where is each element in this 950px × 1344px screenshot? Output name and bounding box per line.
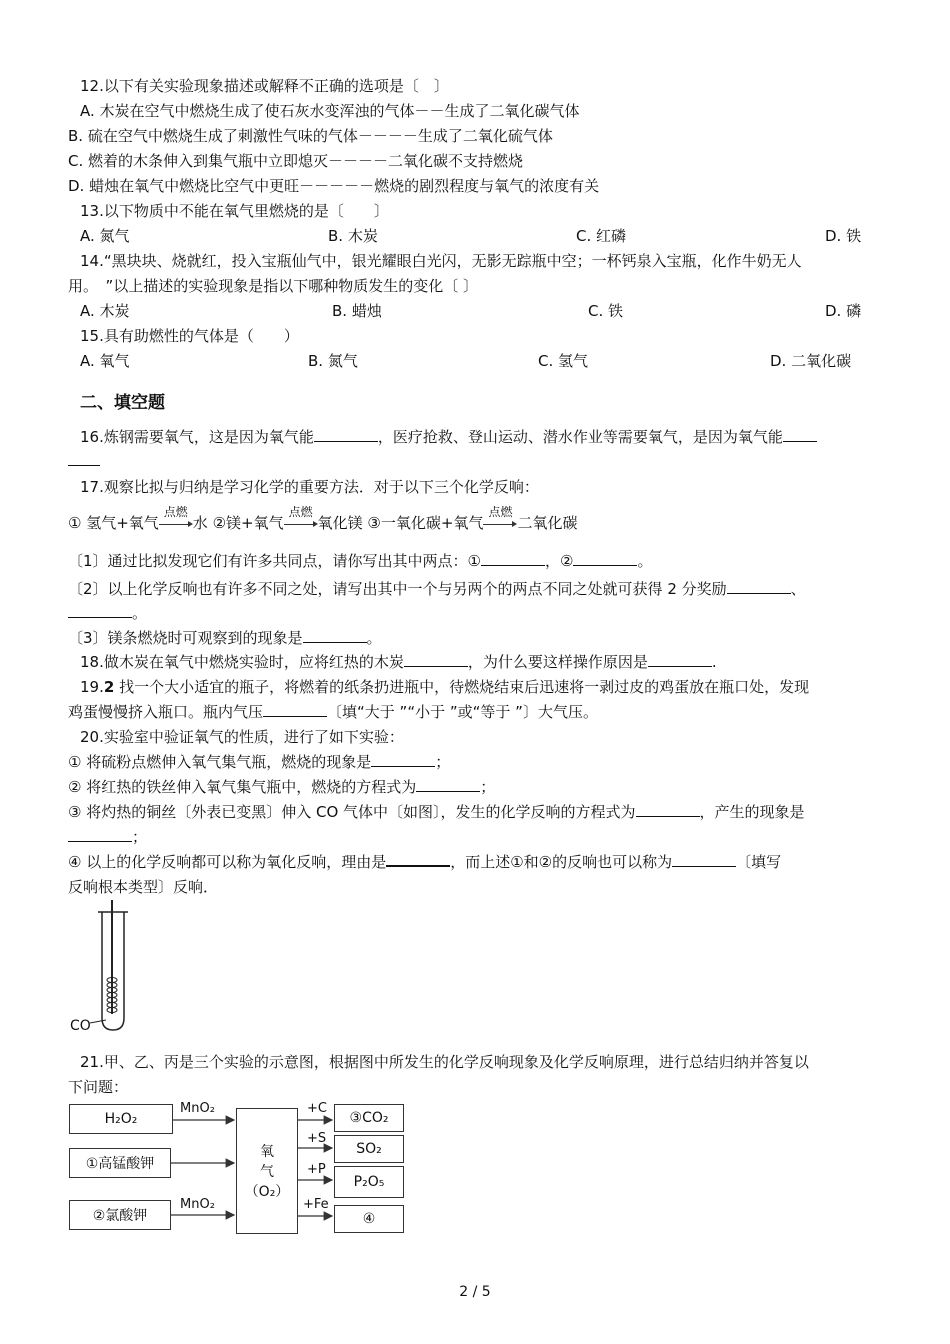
q17-blank-5[interactable]: [303, 628, 367, 643]
kclo3-box: ②氯酸钾: [69, 1200, 171, 1230]
q21-line1: 21.甲、乙、丙是三个实验的示意图，根据图中所发生的化学反响现象及化学反响原理，进行总结归纳并答复以: [80, 1053, 809, 1071]
plus-s-label: +S: [307, 1131, 327, 1146]
oxygen-char-2: 气: [260, 1164, 274, 1180]
q20-item3-text-2: ，产生的现象是: [699, 803, 805, 821]
reaction-arrow-3: [483, 504, 517, 531]
q17-sub2: [68, 578, 806, 600]
q19-blank[interactable]: [263, 702, 327, 717]
plus-fe-label: +Fe: [303, 1197, 329, 1212]
q17-sub2-sep: 、: [790, 580, 806, 598]
q19-line2: [68, 701, 598, 723]
q12-option-a: A. 木炭在空气中燃烧生成了使石灰水变浑浊的气体－－生成了二氧化碳气体: [80, 102, 580, 120]
co-label: CO: [70, 1018, 91, 1034]
q16-text-1: 16.炼钢需要氧气，这是因为氧气能: [80, 428, 314, 446]
q19-bold: 2: [103, 678, 115, 696]
q17-sub1: [68, 550, 652, 572]
q14-option-c: C. 铁: [588, 302, 624, 320]
q14-line1: 14.“黑块块、烧就红，投入宝瓶仙气中，银光耀眼白光闪，无影无踪瓶中空；一杯钙泉入宝瓶，化作牛奶无人: [80, 252, 802, 270]
q17-blank-1[interactable]: [481, 551, 545, 566]
q16-blank-1[interactable]: [314, 427, 378, 442]
q20-blank-6[interactable]: [672, 852, 736, 867]
q15-option-c: C. 氢气: [538, 352, 589, 370]
oxygen-box: [236, 1108, 298, 1234]
q20-item1: [68, 751, 450, 773]
q18-text-3: .: [711, 653, 717, 671]
q17-eq3-right: 二氧化碳: [517, 514, 578, 532]
q17-blank-4[interactable]: [68, 603, 132, 618]
q12-option-d: D. 蜡烛在氧气中燃烧比空气中更旺－－－－－燃烧的剧烈程度与氧气的浓度有关: [68, 177, 600, 195]
q12-option-b: B. 硫在空气中燃烧生成了刺激性气味的气体－－－－生成了二氧化硫气体: [68, 127, 553, 145]
q13-option-d: D. 铁: [825, 227, 862, 245]
q13-option-a: A. 氮气: [80, 227, 130, 245]
q16-text-2: ，医疗抢救、登山运动、潜水作业等需要氧气，是因为氧气能: [377, 428, 783, 446]
q20-item4-text-3: 〔填写: [736, 853, 782, 871]
q15-option-d: D. 二氧化碳: [770, 352, 852, 370]
q17-blank-2[interactable]: [573, 551, 637, 566]
q20-item4-text-2: ，而上述①和②的反响也可以称为: [450, 853, 673, 871]
q18-blank-2[interactable]: [648, 652, 712, 667]
q17-sub3: [68, 627, 382, 649]
q12-stem: 12.以下有关实验现象描述或解释不正确的选项是〔 〕: [80, 77, 449, 95]
mno2-label-2: MnO₂: [180, 1197, 215, 1212]
q15-option-a: A. 氧气: [80, 352, 130, 370]
q18-blank-1[interactable]: [404, 652, 468, 667]
q19-line1: [80, 676, 809, 698]
q16-line: [80, 426, 817, 448]
condition-label: 点燃: [488, 504, 513, 519]
so2-box: SO₂: [334, 1135, 404, 1163]
plus-c-label: +C: [307, 1101, 327, 1116]
q14-option-a: A. 木炭: [80, 302, 130, 320]
h2o2-box: H₂O₂: [69, 1104, 173, 1134]
q20-item3: [68, 801, 805, 823]
q17-sub3-text: 〔3〕镁条燃烧时可观察到的现象是: [68, 629, 303, 647]
q17-eq1-right: 水: [192, 514, 208, 532]
page-number: 2 / 5: [459, 1284, 491, 1300]
q20-item3-text: ③ 将灼热的铜丝〔外表已变黑〕伸入 CO 气体中〔如图〕，发生的化学反响的方程式为: [68, 803, 636, 821]
q12-option-c: C. 燃着的木条伸入到集气瓶中立即熄灭－－－－二氧化碳不支持燃烧: [68, 152, 524, 170]
q17-sub1-sep: ，②: [545, 552, 574, 570]
q20-item2: [68, 776, 495, 798]
q20-item3-end: ；: [132, 828, 148, 846]
q19-number: 19.: [80, 678, 104, 696]
q20-item4-text: ④ 以上的化学反响都可以称为氧化反响，理由是: [68, 853, 387, 871]
oxygen-formula: （O₂）: [244, 1184, 290, 1200]
q17-eq1-left: ① 氢气+氧气: [68, 514, 159, 532]
q20-item3-cont: [68, 826, 147, 848]
q20-stem: 20.实验室中验证氧气的性质，进行了如下实验：: [80, 728, 404, 746]
q20-blank-4[interactable]: [68, 827, 132, 842]
q13-option-b: B. 木炭: [328, 227, 378, 245]
q20-item4: [68, 851, 781, 873]
q17-sub3-end: 。: [366, 629, 382, 647]
q13-option-c: C. 红磷: [576, 227, 627, 245]
q17-eq2-left: ②镁+氧气: [212, 514, 284, 532]
reaction-arrow-1: [159, 504, 193, 531]
q16-blank-2b[interactable]: [68, 451, 100, 466]
section-heading: 二、填空题: [80, 393, 165, 413]
q17-sub2-cont: [68, 602, 147, 624]
q20-item4-cont: 反响根本类型〕反响．: [68, 878, 219, 896]
q17-sub1-text: 〔1〕通过比拟发现它们有许多共同点，请你写出其中两点：①: [68, 552, 481, 570]
q16-blank-2a[interactable]: [783, 427, 817, 442]
q20-item2-text: ② 将红热的铁丝伸入氧气集气瓶中，燃烧的方程式为: [68, 778, 417, 796]
q21-line2: 下问题：: [68, 1078, 129, 1096]
q15-stem: 15.具有助燃性的气体是（ ）: [80, 327, 299, 345]
q17-eq3-left: ③一氧化碳+氧气: [367, 514, 484, 532]
condition-label: 点燃: [288, 504, 313, 519]
q13-stem: 13.以下物质中不能在氧气里燃烧的是〔 〕: [80, 202, 389, 220]
q18-text-1: 18.做木炭在氧气中燃烧实验时，应将红热的木炭: [80, 653, 404, 671]
q20-blank-2[interactable]: [416, 777, 480, 792]
q14-option-b: B. 蜡烛: [332, 302, 382, 320]
q17-blank-3[interactable]: [727, 579, 791, 594]
kmno4-box: ①高锰酸钾: [69, 1148, 171, 1178]
oxygen-char-1: 氧: [260, 1144, 274, 1160]
q19-text-3: 〔填“大于 ”“小于 ”或“等于 ”〕大气压。: [327, 703, 598, 721]
q18-line: [80, 651, 717, 673]
q19-text-2: 鸡蛋慢慢挤入瓶口。瓶内气压: [68, 703, 264, 721]
reaction-arrow-2: [284, 504, 318, 531]
plus-p-label: +P: [307, 1162, 326, 1177]
q17-stem: 17.观察比拟与归纳是学习化学的重要方法．对于以下三个化学反响：: [80, 478, 539, 496]
q17-sub2-text: 〔2〕以上化学反响也有许多不同之处，请写出其中一个与另两个的两点不同之处就可获得 2 分奖励: [68, 580, 727, 598]
q17-sub2-end: 。: [132, 604, 148, 622]
q15-option-b: B. 氮气: [308, 352, 358, 370]
q19-text-1: 找一个大小适宜的瓶子，将燃着的纸条扔进瓶中，待燃烧结束后迅速将一剥过皮的鸡蛋放在瓶口处，发现: [114, 678, 810, 696]
q20-item2-end: ；: [480, 778, 496, 796]
q17-sub1-end: 。: [637, 552, 653, 570]
q20-item1-end: ；: [435, 753, 451, 771]
condition-label: 点燃: [163, 504, 188, 519]
q20-blank-3[interactable]: [636, 802, 700, 817]
mno2-label-1: MnO₂: [180, 1101, 215, 1116]
product-4-box: ④: [334, 1205, 404, 1233]
q17-eq2-right: 氧化镁: [317, 514, 363, 532]
q20-blank-1[interactable]: [371, 752, 435, 767]
q20-item1-text: ① 将硫粉点燃伸入氧气集气瓶，燃烧的现象是: [68, 753, 372, 771]
q14-option-d: D. 磷: [825, 302, 862, 320]
q16-line2: [68, 450, 100, 472]
p2o5-box: P₂O₅: [334, 1166, 404, 1198]
q20-blank-5[interactable]: [386, 851, 450, 867]
q14-line2: 用。 ”以上描述的实验现象是指以下哪种物质发生的变化〔 〕: [68, 277, 479, 295]
q18-text-2: ，为什么要这样操作原因是: [467, 653, 648, 671]
co2-box: ③CO₂: [334, 1104, 404, 1132]
q17-equations: [68, 504, 578, 534]
